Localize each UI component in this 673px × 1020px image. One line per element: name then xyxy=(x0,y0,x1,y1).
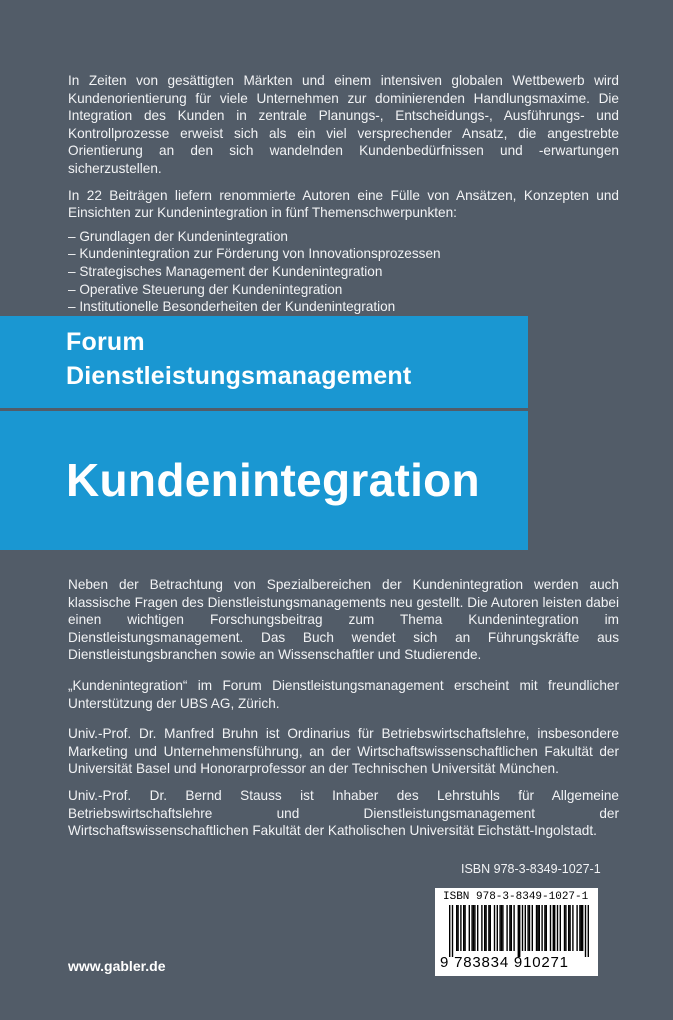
author-bio-bruhn: Univ.-Prof. Dr. Manfred Bruhn ist Ordinarius für Betriebswirtschaftslehre, insbesondere Marketing und Unternehmensführung, an der Wirtschaftswissenschaftlichen Fakultät der Universität Basel und Honorarprofessor an der Technischen Universität München. xyxy=(68,726,619,777)
topic-item: – Institutionelle Besonderheiten der Kundenintegration xyxy=(68,298,619,316)
barcode-bar xyxy=(457,905,458,951)
barcode-bar xyxy=(499,905,500,951)
barcode-bar xyxy=(506,905,507,951)
barcode-bar xyxy=(481,905,482,951)
barcode-bar xyxy=(525,905,526,951)
barcode-bar xyxy=(469,905,470,951)
barcode-bar xyxy=(537,905,538,951)
barcode-bar xyxy=(532,905,533,951)
barcode-bar xyxy=(539,905,540,951)
barcode-bar xyxy=(485,905,486,951)
barcode-bar xyxy=(456,905,457,951)
barcode-bar xyxy=(509,905,510,951)
intro-text xyxy=(68,72,619,316)
author-bio-stauss: Univ.-Prof. Dr. Bernd Stauss ist Inhaber des Lehrstuhls für Allgemeine Betriebswirtschaftslehre und Dienstleistungsmanagement der Wirtschaftswissenschaftlichen Fakultät der Katholischen Universität Eichstätt-Ingolstadt. xyxy=(68,787,619,839)
barcode-bar xyxy=(518,905,519,957)
intro-paragraph-1: In Zeiten von gesättigten Märkten und einem intensiven globalen Wettbewerb wird Kundenorientierung für viele Unternehmen zur dominierenden Handlungsmaxime. Die Integration des Kunden in zentrale Planungs-, Entscheidungs-, Ausführungs- und Kontrollprozesse erweist sich als ein viel versprechender Ansatz, die angestrebte Orientierung an den sich wandelnden Kundenbedürfnissen und -erwartungen sicherzustellen. xyxy=(68,73,619,176)
barcode-bar xyxy=(452,905,453,957)
series-name-line-1: Forum xyxy=(66,328,145,356)
barcode-bar xyxy=(579,905,580,951)
publisher-website: www.gabler.de xyxy=(68,958,166,974)
series-name-line-2: Dienstleistungsmanagement xyxy=(66,362,412,390)
barcode-bar xyxy=(501,905,502,951)
barcode-bar xyxy=(572,905,573,951)
barcode-bar xyxy=(569,905,570,951)
barcode-bar xyxy=(554,905,555,951)
barcode-bar xyxy=(513,905,514,951)
barcode-bar xyxy=(568,905,569,951)
barcode-bar xyxy=(494,905,495,951)
barcode-bar xyxy=(511,905,512,951)
barcode-bar xyxy=(449,905,450,957)
barcode-bar xyxy=(544,905,545,951)
topic-item: – Strategisches Management der Kundenintegration xyxy=(68,263,619,281)
barcode-bar xyxy=(553,905,554,951)
body-text xyxy=(68,576,619,849)
barcode-bar xyxy=(585,905,586,957)
barcode-bar xyxy=(460,905,461,951)
barcode-bar xyxy=(536,905,537,951)
topic-item: – Kundenintegration zur Förderung von Innovationsprozessen xyxy=(68,245,619,263)
barcode-bar xyxy=(541,905,542,951)
barcode-bar xyxy=(464,905,465,951)
barcode-digits: 9 783834 910271 xyxy=(440,954,569,971)
barcode-bar xyxy=(557,905,558,951)
barcode-bar xyxy=(588,905,589,957)
barcode-bar xyxy=(484,905,485,951)
barcode-bar xyxy=(473,905,474,951)
topic-list xyxy=(68,228,619,316)
barcode-bar xyxy=(488,905,489,951)
barcode-bar xyxy=(529,905,530,951)
barcode-bar xyxy=(519,905,520,957)
barcode-bar xyxy=(527,905,528,951)
body-paragraph-2: „Kundenintegration“ im Forum Dienstleistungsmanagement erscheint mit freundlicher Unterstützung der UBS AG, Zürich. xyxy=(68,677,619,711)
topic-item: – Operative Steuerung der Kundenintegration xyxy=(68,281,619,299)
barcode-bar xyxy=(546,905,547,951)
barcode-bar xyxy=(497,905,498,951)
book-title: Kundenintegration xyxy=(66,454,480,506)
barcode-bar xyxy=(564,905,565,951)
barcode-bar xyxy=(582,905,583,951)
barcode-bar xyxy=(522,905,523,951)
barcode-bar xyxy=(560,905,561,951)
body-paragraph-1: Neben der Betrachtung von Spezialbereichen der Kundenintegration werden auch klassische Fragen des Dienstleistungsmanagements neu gestellt. Die Autoren leisten dabei einen wichtigen Forschungsbeitrag zum Thema Kundenintegration im Dienstleistungsmanagement. Das Buch wendet sich an Führungskräfte aus Dienstleistungsbranchen sowie an Wissenschaftler und Studierende. xyxy=(68,577,619,663)
barcode-isbn-text: ISBN 978-3-8349-1027-1 xyxy=(443,891,589,903)
barcode-bar xyxy=(477,905,478,951)
intro-paragraph-2: In 22 Beiträgen liefern renommierte Autoren eine Fülle von Ansätzen, Konzepten und Einsichten zur Kundenintegration in fünf Themenschwerpunkten: xyxy=(68,187,619,221)
series-band xyxy=(0,316,528,408)
topic-item: – Grundlagen der Kundenintegration xyxy=(68,228,619,246)
barcode-bar xyxy=(502,905,503,951)
barcode-bar xyxy=(581,905,582,951)
barcode xyxy=(435,888,598,976)
barcode-bar xyxy=(474,905,475,951)
isbn-label: ISBN 978-3-8349-1027-1 xyxy=(461,862,601,876)
barcode-bar xyxy=(471,905,472,951)
barcode-bar xyxy=(550,905,551,951)
barcode-bar xyxy=(576,905,577,951)
barcode-bar xyxy=(565,905,566,951)
barcode-bar xyxy=(490,905,491,951)
title-band xyxy=(0,411,528,550)
barcode-bar xyxy=(463,905,464,951)
